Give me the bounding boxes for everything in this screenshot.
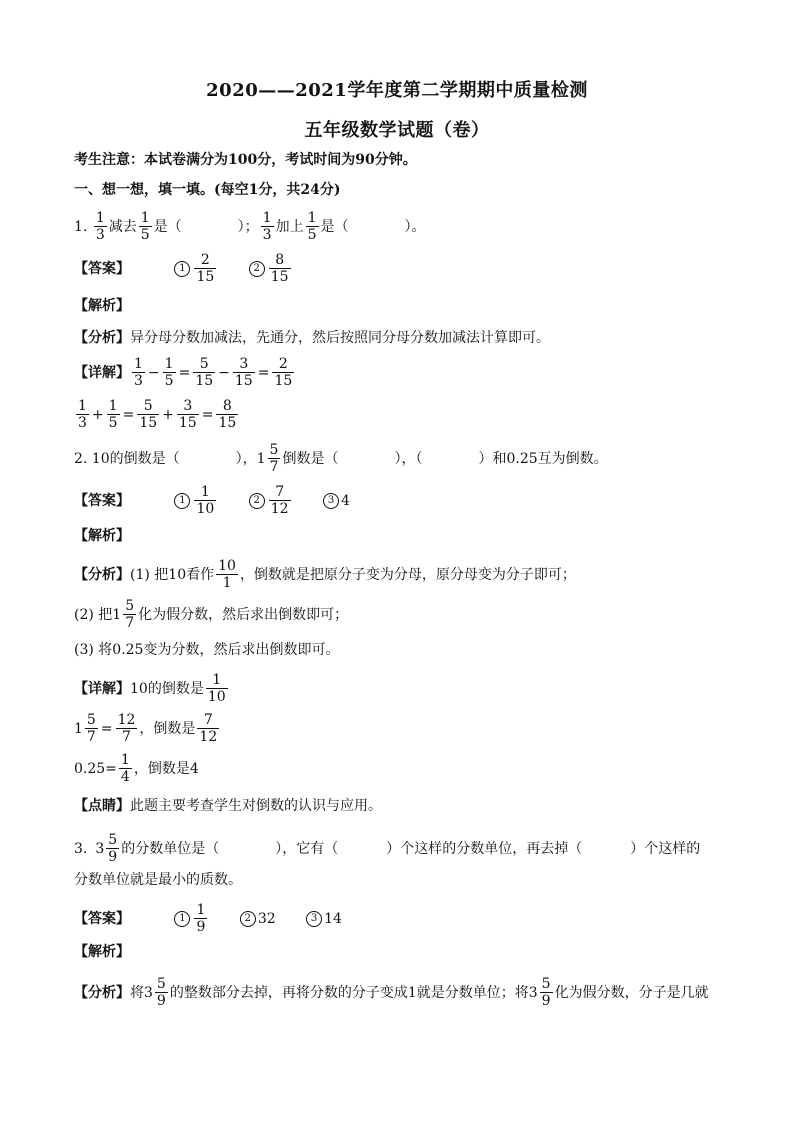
denominator: 7	[122, 729, 131, 745]
operator: −	[218, 364, 230, 381]
q1-xiangjie-1	[74, 356, 720, 389]
denominator: 9	[541, 993, 551, 1009]
fraction	[107, 398, 120, 431]
numerator: 2	[194, 252, 216, 269]
text: ）个这样的分数单位，再去掉（	[386, 840, 583, 857]
text: 3	[144, 984, 153, 1001]
mixed-number	[257, 442, 283, 475]
numerator: 7	[269, 484, 291, 501]
numerator: 1	[194, 484, 216, 501]
numerator: 1	[134, 356, 143, 372]
text: 0.25=	[74, 760, 117, 777]
text: 是（	[320, 218, 349, 235]
fraction	[123, 598, 136, 631]
fraction	[139, 210, 152, 243]
fraction	[76, 398, 89, 431]
text: 2. 10的倒数是（	[74, 450, 180, 467]
numerator: 8	[269, 252, 291, 269]
text: 加上	[275, 218, 304, 235]
fraction	[116, 712, 138, 745]
denominator: 9	[156, 993, 166, 1009]
text: 14	[324, 910, 342, 927]
answer-item	[249, 252, 293, 285]
denominator: 3	[95, 227, 105, 243]
dianjing-label: 【点睛】	[74, 798, 130, 814]
text: 3.	[74, 840, 88, 857]
numerator: 5	[269, 442, 279, 458]
fraction	[194, 484, 216, 517]
text: 3	[528, 984, 538, 1001]
text: 10的倒数是	[130, 680, 204, 697]
numerator: 1	[95, 210, 105, 226]
fraction	[206, 672, 228, 705]
circled-number: 1	[174, 261, 190, 277]
numerator: 3	[177, 398, 199, 415]
text: ）；	[237, 218, 259, 235]
q2-xiangjie-2	[74, 712, 720, 745]
numerator: 8	[216, 398, 238, 415]
fraction	[272, 356, 294, 389]
q2-dianjing	[74, 796, 720, 816]
numerator: 5	[193, 356, 215, 373]
numerator: 1	[78, 398, 87, 414]
denominator: 3	[262, 227, 272, 243]
circled-number: 2	[249, 261, 265, 277]
question-3	[74, 832, 720, 865]
denominator: 15	[195, 373, 214, 389]
fraction	[216, 558, 238, 591]
denominator: 7	[269, 459, 279, 475]
circled-number: 1	[174, 493, 190, 509]
q1-fenxi	[74, 328, 720, 348]
text: 将	[130, 984, 144, 1001]
denominator: 1	[222, 575, 232, 591]
text: ，倒数是4	[133, 760, 199, 777]
numerator: 2	[272, 356, 294, 373]
q2-jiexi-label: 【解析】	[74, 528, 130, 544]
numerator: 5	[541, 976, 551, 992]
circled-number: 2	[249, 493, 265, 509]
fraction	[261, 210, 274, 243]
numerator: 10	[218, 558, 236, 574]
fenxi-label: 【分析】	[74, 330, 130, 346]
circled-number: 3	[306, 911, 322, 927]
text: (1) 把10看作	[130, 566, 215, 583]
numerator: 1	[140, 210, 150, 226]
denominator: 15	[218, 415, 237, 431]
q1-xiangjie-2	[74, 398, 720, 431]
denominator: 12	[199, 729, 218, 745]
section-heading: 一、想一想，填一填。(每空1分，共24分)	[74, 182, 341, 198]
fraction	[119, 752, 132, 785]
answer-item	[174, 484, 218, 517]
answer-item	[306, 909, 342, 929]
denominator: 7	[125, 615, 135, 631]
mixed-number	[112, 598, 138, 631]
denominator: 15	[234, 373, 253, 389]
text: 是（	[153, 218, 182, 235]
text: 倒数是（	[282, 450, 339, 467]
denominator: 10	[196, 501, 215, 517]
numerator: 5	[156, 976, 166, 992]
denominator: 4	[120, 769, 130, 785]
circled-number: 3	[323, 493, 339, 509]
denominator: 7	[86, 729, 96, 745]
fraction	[177, 398, 199, 431]
operator: =	[178, 364, 191, 381]
text: ）和0.25互为倒数。	[478, 450, 608, 467]
denominator: 9	[108, 849, 118, 865]
fraction	[106, 832, 119, 865]
operator: =	[201, 406, 214, 423]
xiangjie-label: 【详解】	[74, 364, 130, 381]
denominator: 3	[78, 415, 87, 431]
question-1	[74, 210, 720, 243]
q3-jiexi-label: 【解析】	[74, 944, 130, 960]
text: 此题主要考查学生对倒数的认识与应用。	[130, 798, 382, 814]
answer-label: 【答案】	[74, 910, 130, 927]
q1-answer	[74, 252, 720, 285]
denominator: 5	[307, 227, 317, 243]
fraction	[197, 712, 219, 745]
answer-label: 【答案】	[74, 260, 130, 277]
numerator: 7	[197, 712, 219, 729]
answer-item	[174, 902, 209, 935]
numerator: 1	[262, 210, 272, 226]
text: (2) 把	[74, 606, 113, 623]
fenxi-label: 【分析】	[74, 566, 130, 583]
exam-title: 2020——2021学年度第二学期期中质量检测	[206, 80, 588, 101]
numerator: 5	[108, 832, 118, 848]
denominator: 5	[108, 415, 118, 431]
exam-notice: 考生注意：本试卷满分为100分，考试时间为90分钟。	[74, 152, 417, 168]
fenxi-label: 【分析】	[74, 984, 130, 1001]
exam-subtitle: 五年级数学试题（卷）	[304, 120, 490, 141]
fraction	[94, 210, 107, 243]
q2-answer	[74, 484, 720, 517]
numerator: 1	[120, 752, 130, 768]
text: ）。	[404, 218, 426, 235]
denominator: 15	[274, 373, 293, 389]
mixed-number	[529, 976, 555, 1009]
numerator: 1	[307, 210, 317, 226]
question-number: 1.	[74, 218, 88, 235]
numerator: 12	[117, 712, 136, 728]
fraction	[306, 210, 319, 243]
numerator: 3	[233, 356, 255, 373]
fraction	[163, 356, 176, 389]
text: 化为假分数，然后求出倒数即可；	[138, 606, 349, 623]
text: ，倒数是	[139, 720, 196, 737]
fraction	[269, 252, 291, 285]
fraction	[233, 356, 255, 389]
denominator: 5	[164, 373, 174, 389]
xiangjie-label: 【详解】	[74, 680, 130, 697]
numerator: 1	[196, 902, 206, 918]
denominator: 5	[140, 227, 150, 243]
mixed-number	[144, 976, 170, 1009]
operator: +	[91, 406, 104, 423]
operator: −	[147, 364, 160, 381]
text: 4	[341, 492, 350, 509]
denominator: 15	[139, 415, 158, 431]
q2-fenxi-1	[74, 558, 720, 591]
text: ），它有（	[275, 840, 339, 857]
fraction	[194, 252, 216, 285]
numerator: 1	[108, 398, 118, 414]
text: 1	[256, 450, 266, 467]
numerator: 5	[86, 712, 96, 728]
denominator: 10	[207, 689, 226, 705]
text: 1	[74, 720, 83, 737]
text: 的整数部分去掉，再将分数的分子变成1就是分数单位；将	[169, 984, 529, 1001]
circled-number: 2	[240, 911, 256, 927]
q2-xiangjie-3	[74, 752, 720, 785]
fraction	[137, 398, 159, 431]
text: 减去	[108, 218, 137, 235]
q2-xiangjie-1	[74, 672, 720, 705]
text: ），	[235, 450, 257, 467]
numerator: 1	[206, 672, 228, 689]
q1-jiexi-label: 【解析】	[74, 298, 130, 314]
fraction	[540, 976, 553, 1009]
q3-fenxi	[74, 976, 720, 1009]
numerator: 5	[137, 398, 159, 415]
q2-fenxi-2	[74, 598, 720, 631]
denominator: 15	[196, 269, 215, 285]
answer-label: 【答案】	[74, 492, 130, 509]
text: ，倒数就是把原分子变为分母，原分母变为分子即可；	[239, 566, 576, 583]
circled-number: 1	[174, 911, 190, 927]
mixed-number	[95, 832, 121, 865]
denominator: 9	[196, 919, 206, 935]
answer-item	[240, 909, 276, 929]
fraction	[155, 976, 168, 1009]
q3-answer	[74, 902, 720, 935]
fraction	[216, 398, 238, 431]
text: 的分数单位是（	[121, 840, 220, 857]
fraction	[193, 356, 215, 389]
question-3-line2: 分数单位就是最小的质数。	[74, 872, 242, 888]
q2-fenxi-3: (3) 将0.25变为分数，然后求出倒数即可。	[74, 642, 340, 658]
denominator: 15	[178, 415, 197, 431]
fraction	[268, 442, 281, 475]
operator: =	[122, 406, 135, 423]
text: 32	[257, 910, 276, 927]
operator: +	[162, 406, 174, 423]
denominator: 15	[270, 269, 289, 285]
text: 1	[112, 606, 122, 623]
mixed-number	[74, 712, 100, 745]
fraction	[269, 484, 291, 517]
text: 3	[95, 840, 105, 857]
question-2	[74, 442, 720, 475]
text: ），（	[394, 450, 423, 467]
fraction	[85, 712, 98, 745]
numerator: 5	[125, 598, 135, 614]
numerator: 1	[164, 356, 174, 372]
fraction	[194, 902, 207, 935]
answer-item	[249, 484, 293, 517]
answer-item	[174, 252, 218, 285]
fraction	[132, 356, 145, 389]
denominator: 3	[134, 373, 143, 389]
text: ）个这样的	[630, 840, 701, 857]
operator: =	[100, 720, 113, 737]
answer-item	[323, 491, 350, 511]
text: 化为假分数，分子是几就	[554, 984, 709, 1001]
denominator: 12	[270, 501, 289, 517]
text: 异分母分数加减法，先通分，然后按照同分母分数加减法计算即可。	[130, 330, 550, 346]
operator: =	[257, 364, 270, 381]
